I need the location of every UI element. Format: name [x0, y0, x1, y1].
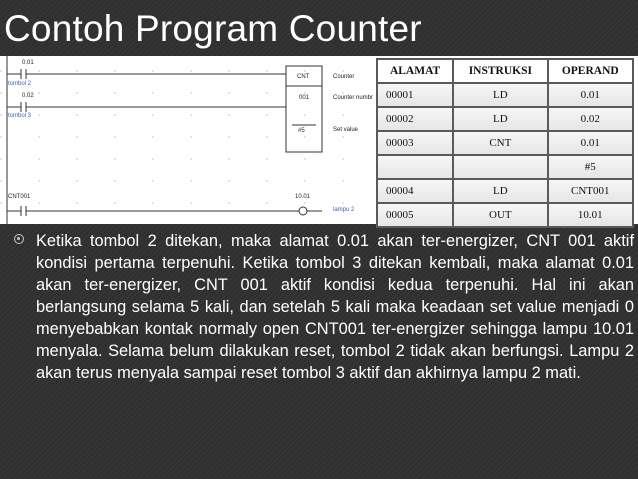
- table-row: [377, 155, 633, 179]
- cell-alamat: [377, 155, 453, 179]
- bullet-circle-icon: [14, 234, 24, 244]
- counter-comment-1: Counter: [333, 74, 355, 80]
- cell-instruksi: LD: [453, 179, 547, 203]
- cell-operand: 10.01: [548, 203, 633, 227]
- cell-alamat: 00003: [377, 131, 453, 155]
- cell-alamat: 00005: [377, 203, 453, 227]
- table-header-row: [377, 59, 633, 83]
- table-row: [377, 107, 633, 131]
- table-row: [377, 179, 633, 203]
- table-row: [377, 83, 633, 107]
- instruction-table-panel: [374, 56, 638, 224]
- cell-alamat: 00002: [377, 107, 453, 131]
- contact-address-3: CNT001: [8, 194, 31, 200]
- instruction-table: [376, 58, 634, 228]
- counter-number: 001: [299, 95, 310, 101]
- paragraph-text: Ketika tombol 2 ditekan, maka alamat 0.01 akan ter-energizer, CNT 001 aktif kondisi pertama terpenuhi. Ketika tombol 3 ditekan kembali, maka alamat 0.01 akan ter-energizer, CNT 001 aktif kondisi kedua terpenuhi. Hal ini akan berlangsung selama 5 kali, dan setelah 5 kali maka keadaan set value menjadi 0 menyebabkan kontak normaly open CNT001 ter-energizer sehingga lampu 10.01 menyala. Selama belum dilakukan reset, tombol 2 tidak akan berfungsi. Lampu 2 akan terus menyala sampai reset tombol 3 aktif dan akhirnya lampu 2 mati.: [36, 232, 634, 382]
- cell-instruksi: OUT: [453, 203, 547, 227]
- counter-set-value: #5: [298, 128, 305, 134]
- counter-comment-3: Set value: [333, 127, 359, 133]
- counter-type: CNT: [297, 74, 310, 80]
- table-row: [377, 131, 633, 155]
- cell-instruksi: [453, 155, 547, 179]
- cell-instruksi: LD: [453, 107, 547, 131]
- ladder-diagram: [0, 56, 374, 224]
- slide-title: Contoh Program Counter: [4, 8, 422, 49]
- cell-alamat: 00004: [377, 179, 453, 203]
- cell-operand: 0.02: [548, 107, 633, 131]
- cell-operand: #5: [548, 155, 633, 179]
- output-label: lampu 2: [333, 207, 355, 213]
- table-row: [377, 203, 633, 227]
- cell-instruksi: LD: [453, 83, 547, 107]
- header-instruksi: INSTRUKSI: [453, 59, 547, 83]
- header-alamat: ALAMAT: [377, 59, 453, 83]
- ladder-lines: [0, 56, 374, 224]
- cell-operand: 0.01: [548, 83, 633, 107]
- contact-address-1: 0.01: [22, 60, 34, 66]
- cell-instruksi: CNT: [453, 131, 547, 155]
- cell-operand: CNT001: [548, 179, 633, 203]
- header-operand: OPERAND: [548, 59, 633, 83]
- contact-label-2: tombol 3: [8, 113, 32, 119]
- cell-alamat: 00001: [377, 83, 453, 107]
- contact-address-2: 0.02: [22, 93, 34, 99]
- cell-operand: 0.01: [548, 131, 633, 155]
- contact-label-1: tombol 2: [8, 81, 32, 87]
- counter-comment-2: Counter numbr: [333, 95, 374, 101]
- output-address: 10.01: [295, 194, 311, 200]
- bullet-paragraph: [14, 230, 636, 384]
